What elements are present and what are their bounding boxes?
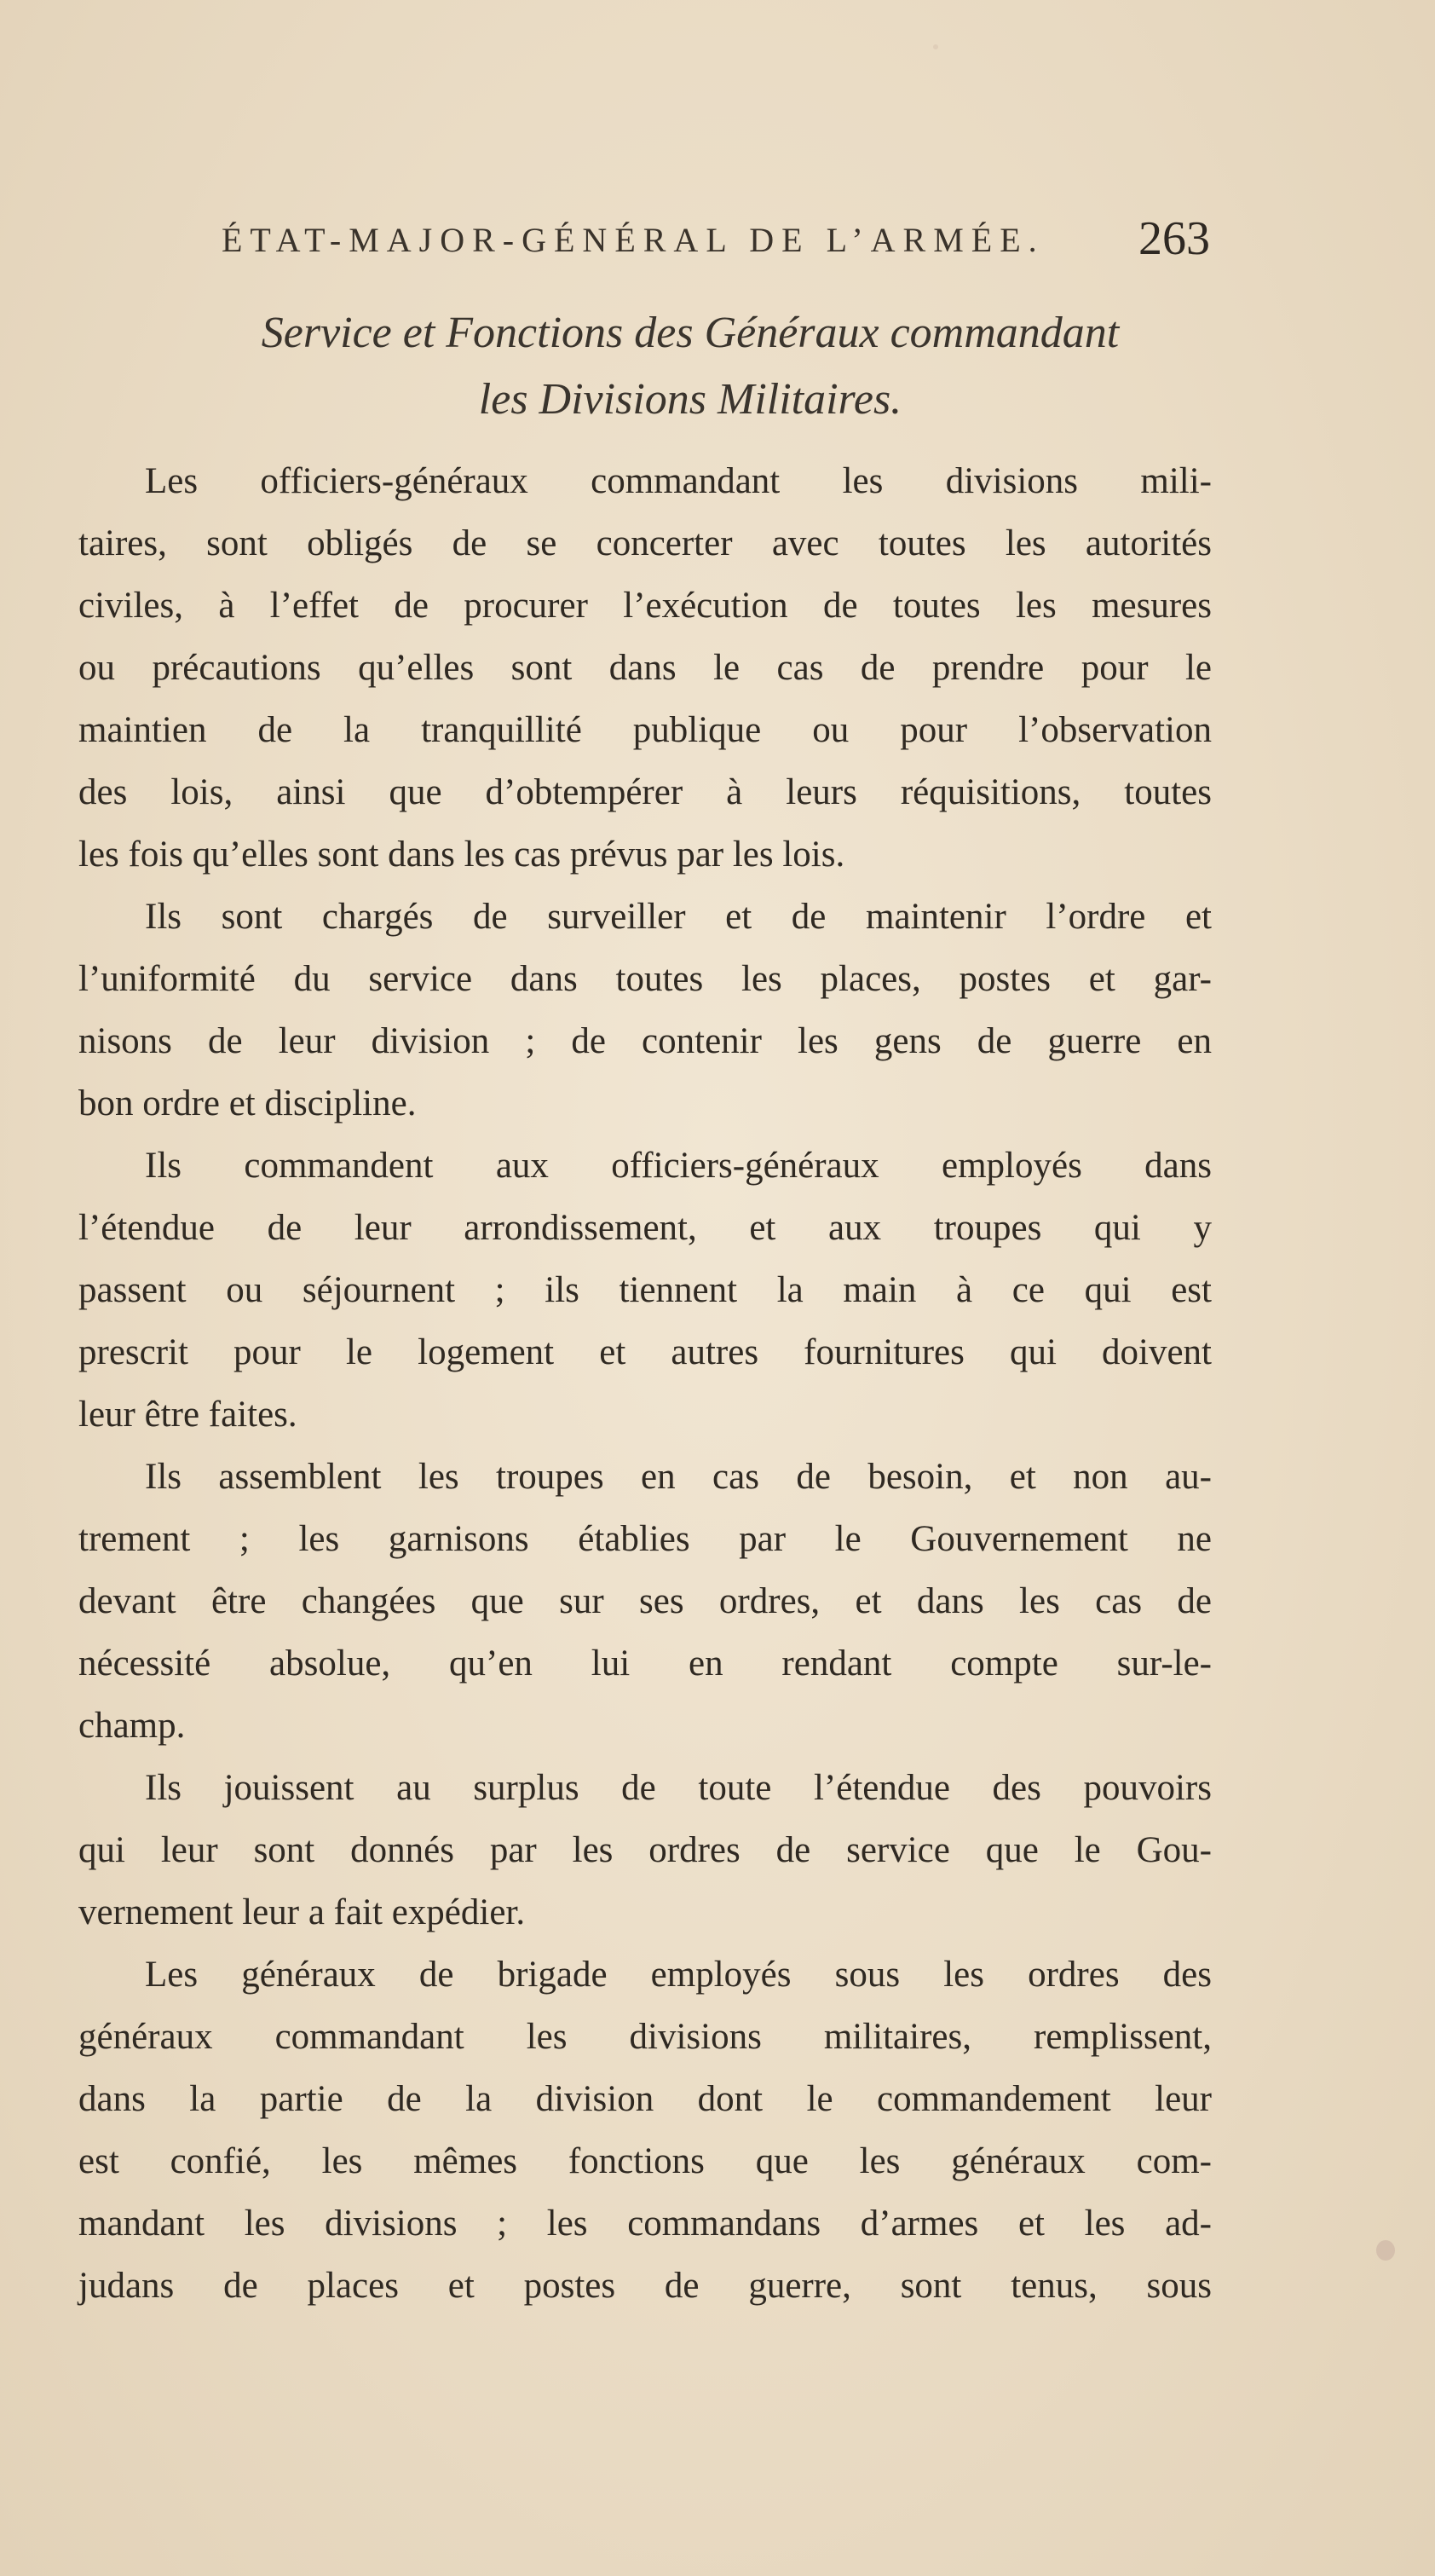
text-line: qui leur sont donnés par les ordres de service que le Gou- <box>78 1830 1212 1870</box>
text-line: maintien de la tranquillité publique ou pour l’observation <box>78 710 1212 750</box>
section-title-line-2: les Divisions Militaires. <box>478 375 902 424</box>
text-line: des lois, ainsi que d’obtempérer à leurs réquisitions, toutes <box>78 772 1212 812</box>
text-line: Les généraux de brigade employés sous les ordres des <box>145 1955 1212 1995</box>
section-title-line-1: Service et Fonctions des Généraux commandant <box>261 309 1120 357</box>
text-line: Ils assemblent les troupes en cas de besoin, et non au- <box>145 1457 1212 1497</box>
text-line: leur être faites. <box>78 1395 297 1435</box>
text-line: Ils jouissent au surplus de toute l’étendue des pouvoirs <box>145 1768 1212 1808</box>
text-line: mandant les divisions ; les commandans d’armes et les ad- <box>78 2203 1212 2244</box>
text-line: trement ; les garnisons établies par le Gouvernement ne <box>78 1519 1212 1559</box>
text-line: vernement leur a fait expédier. <box>78 1892 526 1932</box>
text-line: champ. <box>78 1706 186 1746</box>
text-line: civiles, à l’effet de procurer l’exécution de toutes les mesures <box>78 586 1212 626</box>
text-line: passent ou séjournent ; ils tiennent la main à ce qui est <box>78 1270 1212 1310</box>
text-line: ou précautions qu’elles sont dans le cas de prendre pour le <box>78 648 1212 688</box>
page-number: 263 <box>1138 212 1210 265</box>
text-line: nisons de leur division ; de contenir les gens de guerre en <box>78 1021 1212 1061</box>
body-text <box>78 450 1212 2317</box>
text-line: l’uniformité du service dans toutes les places, postes et gar- <box>78 959 1212 999</box>
text-line: Ils commandent aux officiers-généraux employés dans <box>145 1146 1212 1186</box>
text-line: est confié, les mêmes fonctions que les généraux com- <box>78 2141 1212 2181</box>
text-line: Ils sont chargés de surveiller et de maintenir l’ordre et <box>145 897 1212 937</box>
text-line: Les officiers-généraux commandant les divisions mili- <box>145 461 1212 501</box>
page-header <box>222 211 1210 271</box>
text-line: judans de places et postes de guerre, sont tenus, sous <box>78 2266 1212 2306</box>
text-line: généraux commandant les divisions militaires, remplissent, <box>78 2017 1212 2057</box>
text-line: l’étendue de leur arrondissement, et aux troupes qui y <box>78 1208 1212 1248</box>
section-title <box>136 300 1244 433</box>
text-line: taires, sont obligés de se concerter avec toutes les autorités <box>78 523 1212 563</box>
ink-speck <box>933 44 938 49</box>
text-line: dans la partie de la division dont le commandement leur <box>78 2079 1212 2119</box>
text-line: les fois qu’elles sont dans les cas prévus par les lois. <box>78 835 845 875</box>
text-line: prescrit pour le logement et autres fournitures qui doivent <box>78 1332 1212 1372</box>
running-head: ÉTAT-MAJOR-GÉNÉRAL DE L’ARMÉE. <box>222 221 1045 259</box>
ink-spot <box>1376 2240 1395 2261</box>
text-line: bon ordre et discipline. <box>78 1083 417 1123</box>
text-line: nécessité absolue, qu’en lui en rendant compte sur-le- <box>78 1643 1212 1684</box>
text-line: devant être changées que sur ses ordres, et dans les cas de <box>78 1581 1212 1621</box>
